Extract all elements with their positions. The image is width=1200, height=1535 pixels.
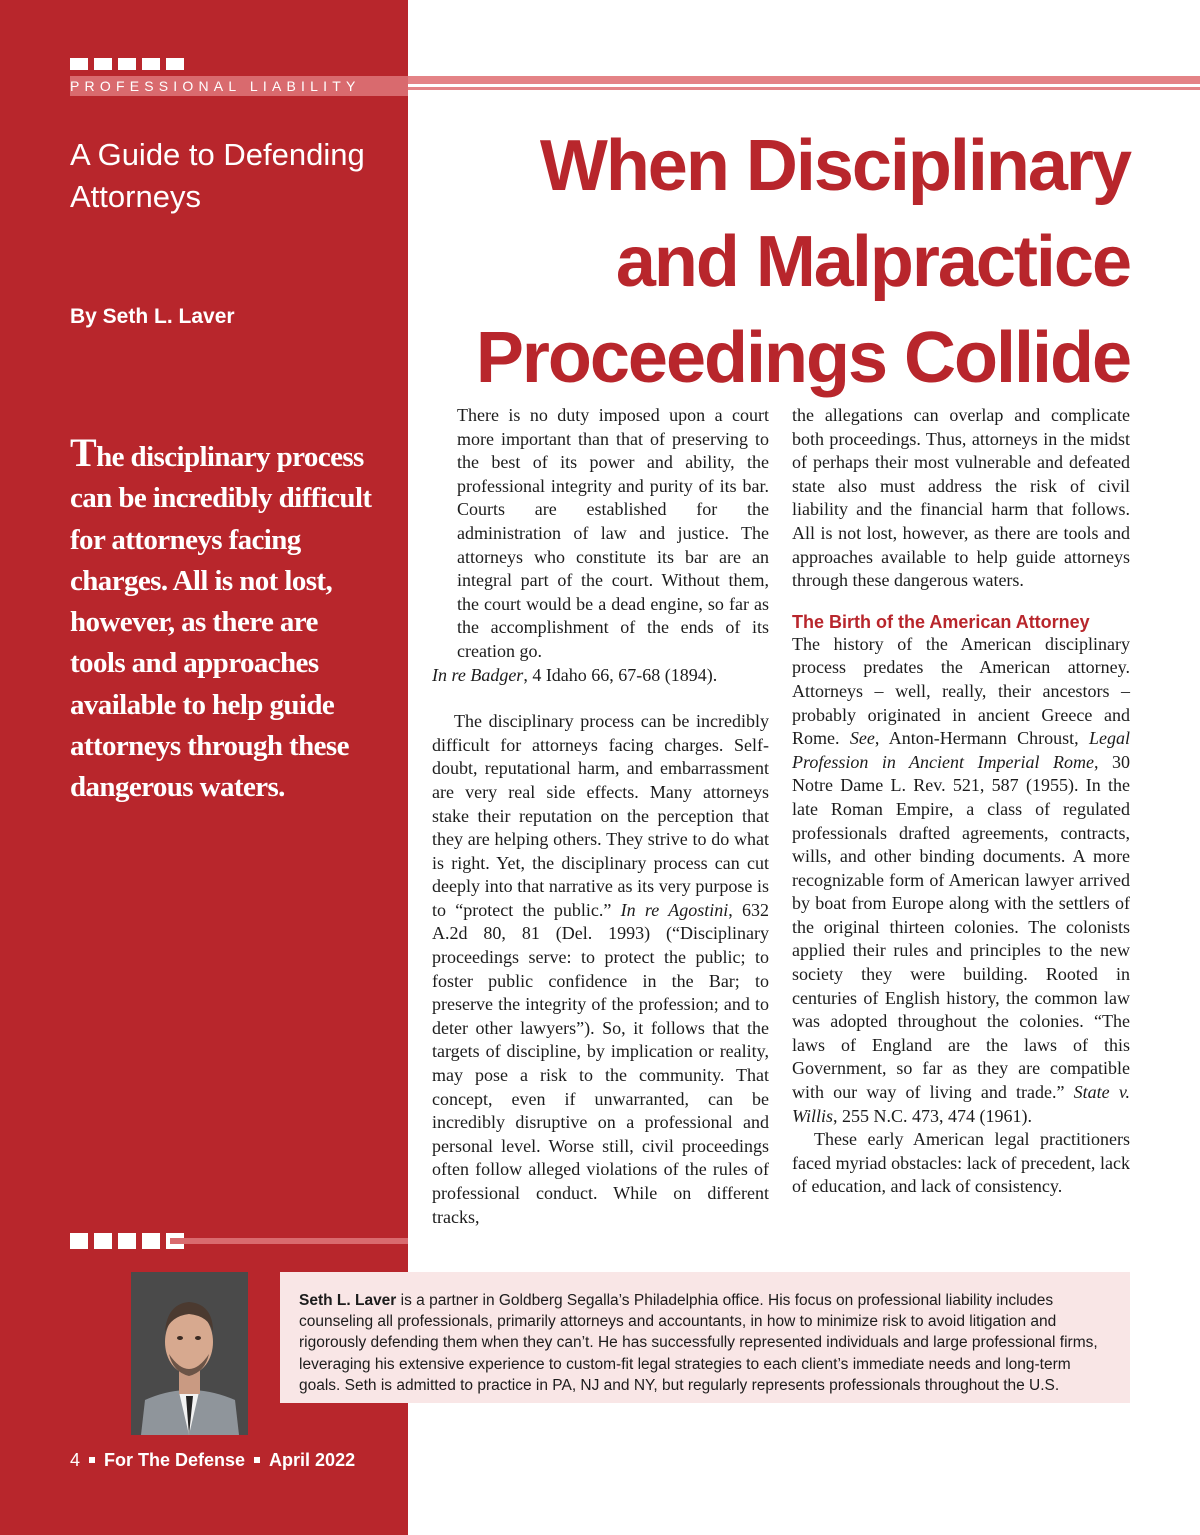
title-line: When Disciplinary	[539, 126, 1130, 206]
body-column-2	[792, 404, 1130, 1199]
body-paragraph	[792, 633, 1130, 1128]
para-text: The disciplinary process can be incredibly difficult for attorneys facing charges. Self-doubt, reputational harm, and embarrassment are very real side effects. Many attorneys stake their reputation on the perception that they are helping others. They strive to do what is right. Yet, the disciplinary process can cut deeply into that narrative as its very purpose is to “protect the public.”	[432, 711, 769, 920]
separator-dot	[254, 1457, 260, 1463]
para-text: , 632 A.2d 80, 81 (Del. 1993) (“Disciplinary proceedings serve: to protect the public; to foster public confidence in the Bar; to preserve the integrity of the profession; and to deter other lawyers”). So, it follows that the targets of discipline, by implication or reality, may pose a risk to the community. That concept, even if unwarranted, can be incredibly disruptive on a professional and personal level. Worse still, civil proceedings often follow alleged violations of the rules of professional conduct. While on different tracks,	[432, 899, 770, 1227]
section-label: PROFESSIONAL LIABILITY	[70, 78, 361, 94]
para-text: , 255 N.C. 473, 474 (1961).	[833, 1105, 1033, 1126]
bio-name: Seth L. Laver	[299, 1292, 397, 1309]
article-title	[410, 118, 1130, 406]
citation-ref: , 4 Idaho 66, 67-68 (1894).	[523, 664, 718, 685]
bottom-rule	[170, 1238, 408, 1244]
publication-name: For The Defense	[104, 1450, 246, 1470]
title-line: Proceedings Collide	[475, 318, 1130, 398]
opening-blockquote: There is no duty imposed upon a court more important than that of preserving to the best of its power and ability, the professional integrity and purity of its bar. Courts are established for the administration of law and justice. The attorneys who constitute its bar are an integral part of the court. Without them, the court would be a dead engine, so far as the accomplishment of the ends of its creation go.	[457, 405, 769, 661]
author-photo	[131, 1272, 248, 1435]
see-signal: See	[849, 728, 875, 749]
case-cite: In re Agostini	[620, 899, 729, 920]
para-text: , Anton-Hermann Chroust,	[874, 728, 1089, 749]
bio-description: is a partner in Goldberg Segalla’s Philadelphia office. His focus on professional liability includes counseling all professionals, primarily attorneys and accountants, in how to minimize risk to avoid litigation and rigorously defending them when they can’t. He has successfully represented individuals and large professional firms, leveraging his extensive experience to custom-fit legal strategies to each client’s immediate needs and long-term goals. Seth is admitted to practice in PA, NJ and NY, but regularly represents professionals throughout the U.S.	[299, 1292, 1098, 1394]
pullquote-text: he disciplinary process can be incredibly difficult for attorneys facing charges. All is not lost, however, as there are tools and approaches available to help guide attorneys through these dangerous waters.	[70, 441, 372, 804]
article-subtitle: A Guide to Defending Attorneys	[70, 137, 365, 214]
page-number: 4	[70, 1450, 81, 1470]
decorative-squares-bottom	[70, 1233, 184, 1249]
issue-date: April 2022	[269, 1450, 356, 1470]
body-paragraph	[432, 710, 769, 1229]
para-text: The history of the American disciplinary process predates the American attorney. Attorneys – well, really, their ancestors – probably originated in ancient Greece and Rome.	[792, 633, 1130, 749]
blockquote-citation	[432, 664, 769, 688]
author-bio	[299, 1290, 1109, 1396]
decorative-squares-top	[70, 58, 184, 70]
section-subhead: The Birth of the American Attorney	[792, 611, 1090, 632]
citation-case: In re Badger	[432, 664, 524, 685]
para-text: , 30 Notre Dame L. Rev. 521, 587 (1955). In the late Roman Empire, a class of regulated professionals drafted agreements, contracts, wills, and other binding documents. A more recognizable form of American lawyer arrived by boat from Europe along with the settlers of the original thirteen colonies. The colonists applied their rules and principles to the new society they were building. Rooted in centuries of English history, the common law was adopted throughout the colonies. “The laws of England are the laws of this Government, so far as they are compatible with our way of living and trade.”	[792, 751, 1130, 1103]
body-paragraph: These early American legal practitioners faced myriad obstacles: lack of precedent, lack of education, and lack of consistency.	[792, 1129, 1130, 1197]
title-line: and Malpractice	[615, 222, 1130, 302]
body-paragraph-continued: the allegations can overlap and complicate both proceedings. Thus, attorneys in the midst of perhaps their most vulnerable and defeated state also must address the risk of civil liability and the financial harm that follows. All is not lost, however, as there are tools and approaches available to help guide attorneys through these dangerous waters.	[792, 405, 1130, 591]
separator-dot	[89, 1457, 95, 1463]
pull-quote	[70, 432, 375, 809]
author-byline: By Seth L. Laver	[70, 305, 235, 328]
case-cite: State v. Willis	[792, 1082, 1130, 1126]
work-title: Legal Profession in Ancient Imperial Rome	[792, 728, 1130, 772]
pullquote-dropcap: T	[70, 430, 97, 475]
body-column-1	[432, 404, 769, 1229]
page-footer	[70, 1450, 355, 1471]
